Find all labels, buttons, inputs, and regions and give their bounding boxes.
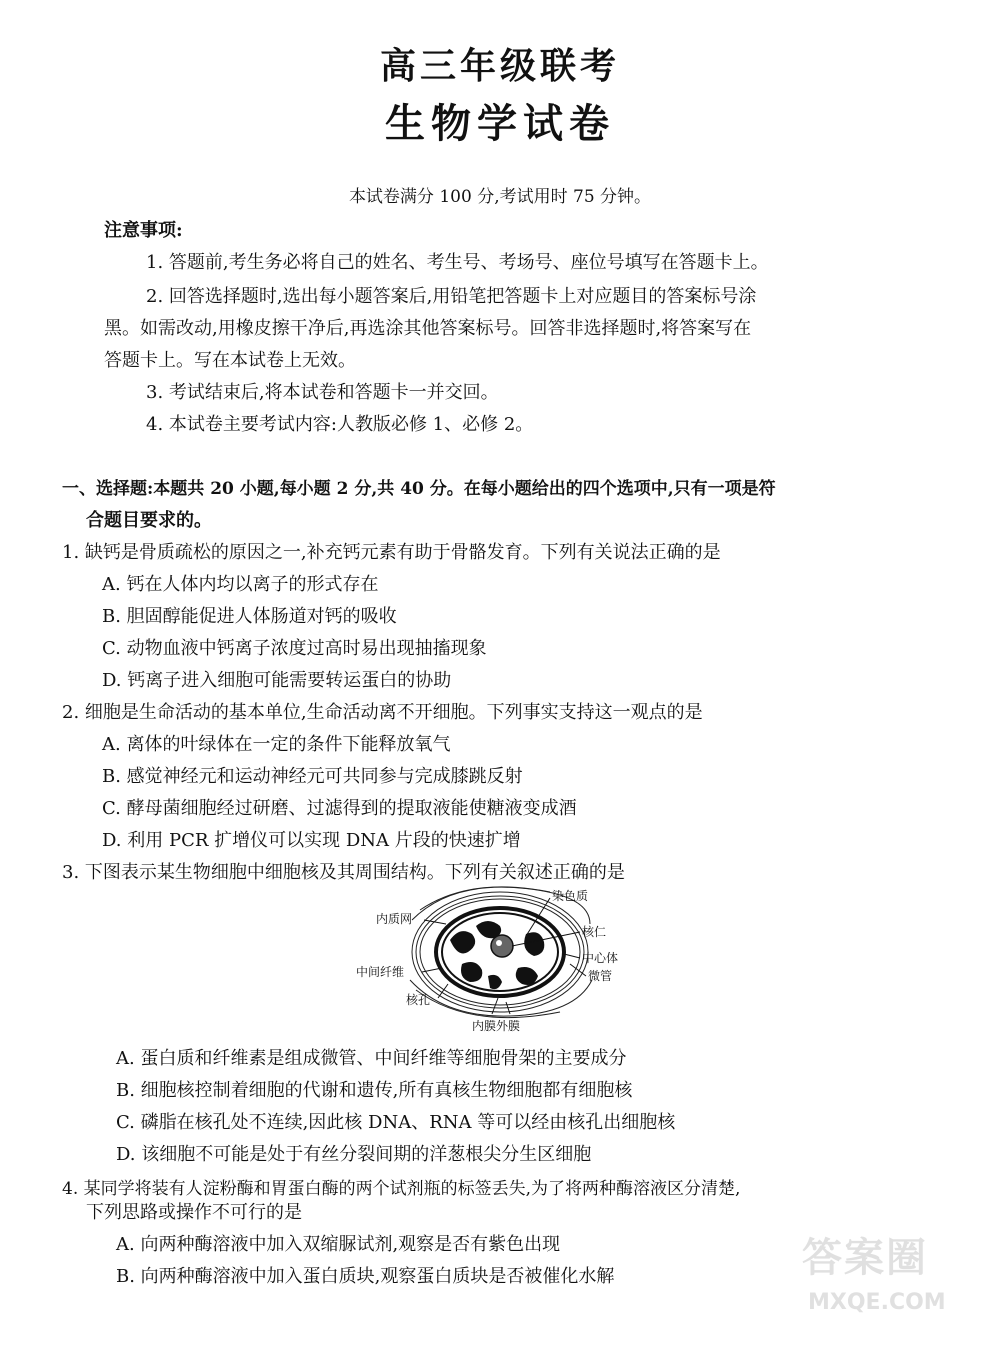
nucleolus bbox=[491, 935, 513, 957]
question-stem: 3. 下图表示某生物细胞中细胞核及其周围结构。下列有关叙述正确的是 bbox=[62, 862, 625, 883]
subject-title: 生物学试卷 bbox=[385, 100, 615, 147]
question-option: B. 感觉神经元和运动神经元可共同参与完成膝跳反射 bbox=[102, 766, 523, 787]
notice-item: 2. 回答选择题时,选出每小题答案后,用铅笔把答题卡上对应题目的答案标号涂 bbox=[146, 286, 757, 307]
watermark-url: MXQE.COM bbox=[808, 1290, 946, 1315]
label-nuclear-pore: 核孔 bbox=[406, 993, 431, 1007]
question-option: D. 钙离子进入细胞可能需要转运蛋白的协助 bbox=[102, 670, 452, 691]
notice-item: 4. 本试卷主要考试内容:人教版必修 1、必修 2。 bbox=[146, 414, 534, 435]
label-er: 内质网 bbox=[376, 912, 413, 926]
notice-item: 黑。如需改动,用橡皮擦干净后,再选涂其他答案标号。回答非选择题时,将答案写在 bbox=[104, 318, 752, 339]
question-option: A. 蛋白质和纤维素是组成微管、中间纤维等细胞骨架的主要成分 bbox=[116, 1048, 627, 1069]
exam-title: 高三年级联考 bbox=[379, 45, 620, 87]
question-option: A. 钙在人体内均以离子的形式存在 bbox=[102, 574, 379, 595]
label-chromatin: 染色质 bbox=[552, 889, 589, 903]
label-centrosome: 中心体 bbox=[582, 951, 619, 965]
question-option: A. 向两种酶溶液中加入双缩脲试剂,观察是否有紫色出现 bbox=[116, 1234, 561, 1255]
question-option: D. 该细胞不可能是处于有丝分裂间期的洋葱根尖分生区细胞 bbox=[116, 1144, 592, 1165]
section-heading-cont: 合题目要求的。 bbox=[86, 510, 212, 531]
question-option: C. 磷脂在核孔处不连续,因此核 DNA、RNA 等可以经由核孔出细胞核 bbox=[116, 1112, 676, 1133]
label-membranes: 内膜外膜 bbox=[472, 1019, 521, 1033]
question-stem: 4. 某同学将装有人淀粉酶和胃蛋白酶的两个试剂瓶的标签丢失,为了将两种酶溶液区分清楚, bbox=[62, 1179, 741, 1199]
notice-item: 1. 答题前,考生务必将自己的姓名、考生号、考场号、座位号填写在答题卡上。 bbox=[146, 252, 769, 273]
notice-heading: 注意事项: bbox=[104, 220, 183, 241]
question-option: C. 酵母菌细胞经过研磨、过滤得到的提取液能使糖液变成酒 bbox=[102, 798, 577, 819]
question-stem: 2. 细胞是生命活动的基本单位,生命活动离不开细胞。下列事实支持这一观点的是 bbox=[62, 702, 703, 723]
question-option: B. 细胞核控制着细胞的代谢和遗传,所有真核生物细胞都有细胞核 bbox=[116, 1080, 633, 1101]
question-option: B. 胆固醇能促进人体肠道对钙的吸收 bbox=[102, 606, 397, 627]
question-option: A. 离体的叶绿体在一定的条件下能释放氧气 bbox=[102, 734, 451, 755]
label-intermediate-filament: 中间纤维 bbox=[356, 965, 405, 979]
question-stem-cont: 下列思路或操作不可行的是 bbox=[86, 1202, 302, 1223]
question-option: C. 动物血液中钙离子浓度过高时易出现抽搐现象 bbox=[102, 638, 487, 659]
watermark bbox=[790, 1220, 980, 1330]
exam-intro: 本试卷满分 100 分,考试用时 75 分钟。 bbox=[348, 187, 652, 207]
nucleus-diagram bbox=[350, 880, 650, 1040]
notice-item: 答题卡上。写在本试卷上无效。 bbox=[104, 350, 356, 371]
question-option: D. 利用 PCR 扩增仪可以实现 DNA 片段的快速扩增 bbox=[102, 830, 521, 851]
question-stem: 1. 缺钙是骨质疏松的原因之一,补充钙元素有助于骨骼发育。下列有关说法正确的是 bbox=[62, 542, 721, 563]
label-nucleolus: 核仁 bbox=[582, 925, 607, 939]
label-microtubule: 微管 bbox=[588, 969, 613, 983]
watermark-logo-text: 答案圈 bbox=[802, 1235, 928, 1281]
section-heading: 一、选择题:本题共 20 小题,每小题 2 分,共 40 分。在每小题给出的四个选项中,只有一项是符 bbox=[62, 479, 776, 499]
notice-item: 3. 考试结束后,将本试卷和答题卡一并交回。 bbox=[146, 382, 499, 403]
question-option: B. 向两种酶溶液中加入蛋白质块,观察蛋白质块是否被催化水解 bbox=[116, 1266, 615, 1287]
